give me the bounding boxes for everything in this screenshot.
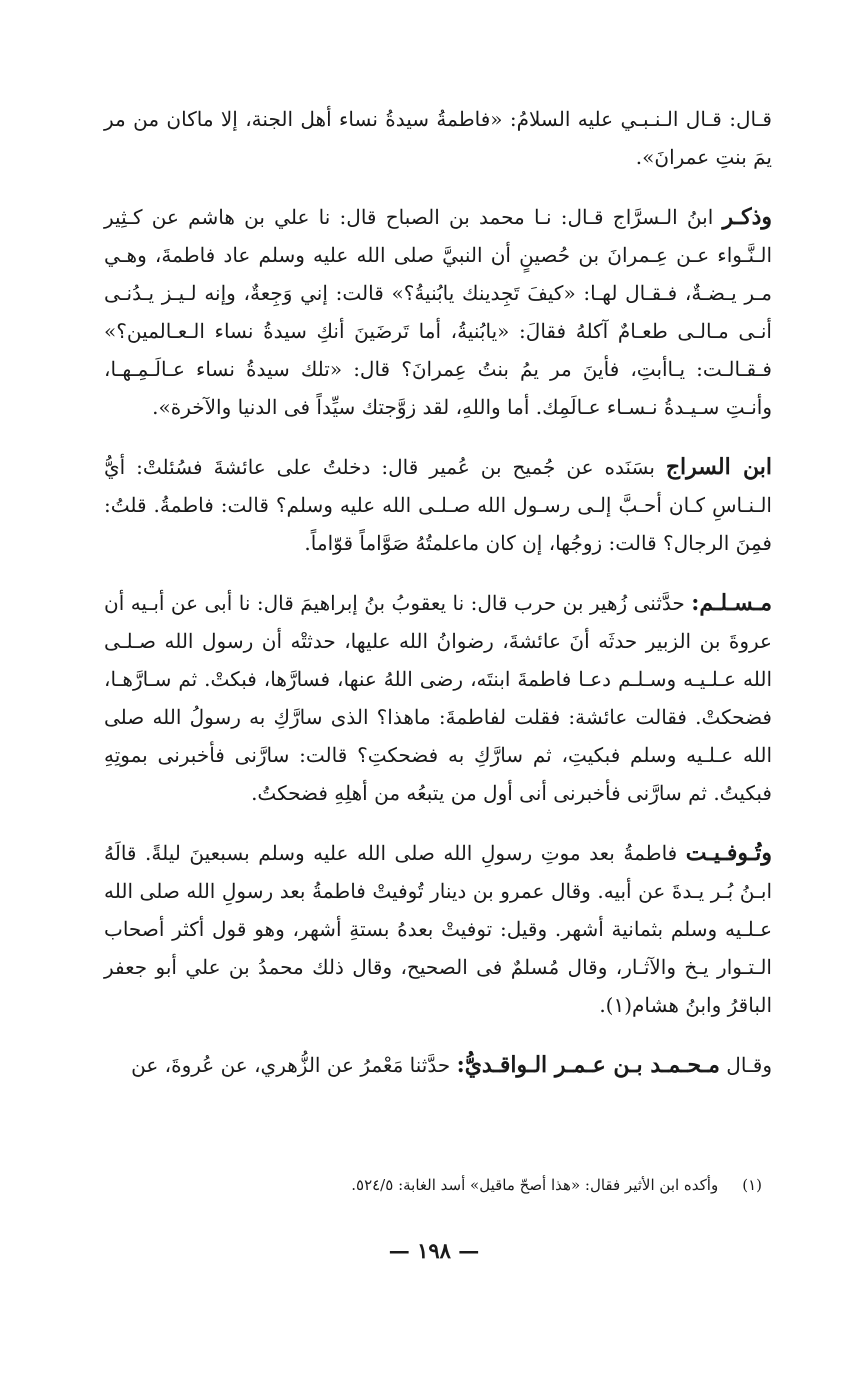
paragraph-6-text: وقـال bbox=[719, 1053, 772, 1077]
paragraph-6-text-continued: حدَّثنا مَعْمرُ عن الزُّهري، عن عُروةَ، عن bbox=[131, 1053, 457, 1077]
paragraph-2-text: ابنُ الـسرَّاج قـال: نـا محمد بن الصباح قال: نا علي بن هاشم عن كـثِير الـنَّـواء عـن عِـمرانَ بن حُصينٍ أن النبيَّ صلى الله عليه وسلم عاد فاطمةَ، وهـي مـر يـضـةٌ، فـقـال لهـا: «كيفَ تَجِدينك يابُنيةُ؟» قالت: إني وَجِعةٌ، وإنه لـيـز يـدُنـى أنـى مـالـى طعـامٌ آكلهُ فقالَ: «يابُنيةُ، أما تَرضَينَ أنكِ سيدةُ نساء الـعـالمين؟» فـقـالـت: يـاأبتِ، فأينَ مر يمُ بنتُ عِمرانَ؟ قال: «تلك سيدةُ نساء عـالَـمِـهـا، وأنـتِ سـيـدةُ نـسـاء عـالَمِك. أما واللهِ، لقد زوَّجتك سيِّداً فى الدنيا والآخرة». bbox=[104, 205, 772, 419]
paragraph-2 bbox=[104, 198, 772, 426]
footnote-text: وأكده ابن الأثير فقال: «هذا أصحّ ماقيل» أسد الغابة: ٥٢٤/٥. bbox=[351, 1176, 719, 1194]
paragraph-5-lead: وتُـوفـيـت bbox=[685, 840, 772, 866]
paragraph-4-lead: مـسـلـم: bbox=[691, 590, 772, 616]
paragraph-5-text: فاطمةُ بعد موتِ رسولِ الله صلى الله عليه وسلم بسبعينَ ليلةً. قالَهُ ابـنُ بُـر يـدةَ عن أبيه. وقال عمرو بن دينار تُوفيتْ فاطمةُ بعد رسولِ الله صلى الله عـلـيه وسلم بثمانية أشهر. وقيل: توفيتْ بعدهُ بستةِ أشهر، وهو قول أكثر أصحاب الـتـوار يـخ والآثـار، وقال مُسلمٌ فى الصحيح، وقال ذلك محمدُ بن علي أبو جعفر الباقرُ وابنُ هشام(١). bbox=[104, 841, 772, 1017]
footnote bbox=[102, 1172, 762, 1198]
page-number: — ١٩٨ — bbox=[388, 1238, 480, 1263]
paragraph-4 bbox=[104, 584, 772, 812]
page-body bbox=[104, 100, 772, 1106]
paragraph-5 bbox=[104, 834, 772, 1024]
paragraph-3-lead: ابن السراج bbox=[665, 454, 772, 480]
paragraph-4-text: حدَّثنى زُهير بن حرب قال: نا يعقوبُ بنُ إبراهيمَ قال: نا أبى عن أبـيه أن عروةَ بن الزبير حدثَه أنَ عائشةَ، رضوانُ الله عليها، حدثتْه أن رسول الله صـلـى الله عـلـيـه وسـلـم دعـا فاطمةَ ابنتَه، رضى اللهُ عنها، فسارَّها، فبكتْ. ثم سـارَّهـا، فضحكتْ. فقالت عائشة: فقلت لفاطمةَ: ماهذا؟ الذى سارَّكِ به رسولُ الله صلى الله عـلـيه وسلم فبكيتِ، ثم سارَّكِ به فضحكتِ؟ قالت: سارَّنى فأخبرنى بموتِهِ فبكيتُ. ثم سارَّنى فأخبرنى أنى أول من يتبعُه من أهلِهِ فضحكتُ. bbox=[104, 591, 772, 805]
paragraph-3 bbox=[104, 448, 772, 562]
paragraph-6-lead: مـحـمـد بـن عـمـر الـواقـديُّ: bbox=[456, 1052, 720, 1078]
paragraph-2-lead: وذكـر bbox=[722, 204, 772, 230]
paragraph-6 bbox=[104, 1046, 772, 1084]
footnote-number: (١) bbox=[742, 1176, 762, 1194]
paragraph-1-text: قـال: قـال الـنـبـي عليه السلامُ: «فاطمةُ سيدةُ نساء أهل الجنة، إلا ماكان من مر يمَ بنتِ عمرانَ». bbox=[104, 107, 772, 169]
paragraph-1 bbox=[104, 100, 772, 176]
paragraph-3-text: بسَنَده عن جُميح بن عُمير قال: دخلتُ على عائشةَ فسُئلتْ: أيُّ الـنـاسِ كـان أحـبَّ إلـى رسـول الله صـلـى الله عليه وسلم؟ قالت: فاطمةُ. قلتُ: فمِنَ الرجال؟ قالت: زوجُها، إن كان ماعلمتُهُ صَوَّاماً قوّاماً. bbox=[104, 455, 772, 555]
